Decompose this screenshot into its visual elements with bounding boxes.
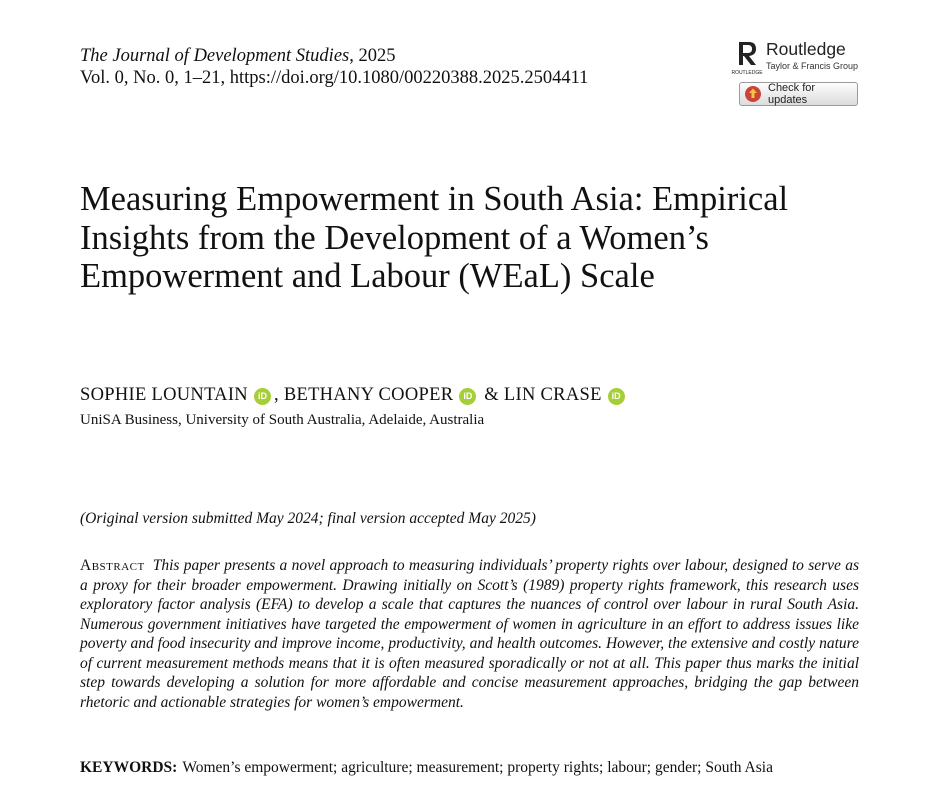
journal-name: The Journal of Development Studies (80, 46, 350, 66)
check-for-updates-label: Check for updates (768, 82, 816, 106)
publisher-logo[interactable] (731, 38, 866, 78)
submission-dates: (Original version submitted May 2024; final version accepted May 2025) (80, 510, 536, 527)
journal-citation[interactable]: Vol. 0, No. 0, 1–21, https://doi.org/10.1080/00220388.2025.2504411 (80, 68, 589, 88)
check-updates-icon (744, 85, 762, 103)
author-name[interactable]: BETHANY COOPER (283, 385, 454, 405)
author-list (80, 385, 628, 406)
orcid-icon[interactable]: iD (459, 388, 476, 405)
publisher-group: Taylor & Francis Group (766, 61, 859, 71)
publisher-name: Routledge (766, 39, 846, 59)
journal-header (80, 45, 588, 89)
author-name[interactable]: SOPHIE LOUNTAIN (80, 385, 248, 405)
keywords (80, 757, 840, 778)
check-for-updates-button[interactable] (739, 82, 858, 106)
abstract (80, 556, 859, 712)
svg-text:ROUTLEDGE: ROUTLEDGE (731, 70, 763, 76)
keywords-text: Women’s empowerment; agriculture; measurement; property rights; labour; gender; South Asia (182, 759, 773, 776)
orcid-icon[interactable]: iD (254, 388, 271, 405)
author-name[interactable]: LIN CRASE (503, 385, 602, 405)
author-separator: & (479, 385, 504, 405)
abstract-text: This paper presents a novel approach to measuring individuals’ property rights over labour, designed to serve as a proxy for their broader empowerment. Drawing initially on Scott’s (1989) property rights framework, this research uses exploratory factor analysis (EFA) to develop a scale that captures the nuances of control over labour in rural South Asia. Numerous government initiatives have targeted the empowerment of women in agriculture in an effort to address issues like poverty and food insecurity and improve income, productivity, and health outcomes. However, the extensive and costly nature of current measurement methods means that it is often measured sporadically or not at all. This paper thus marks the initial step towards developing a solution for more affordable and concise measurement approaches, bridging the gap between rhetoric and actionable strategies for women’s empowerment. (80, 557, 859, 711)
affiliation: UniSA Business, University of South Australia, Adelaide, Australia (80, 412, 485, 428)
journal-year: , 2025 (349, 46, 396, 66)
orcid-icon[interactable]: iD (608, 388, 625, 405)
journal-title-line (80, 45, 588, 67)
abstract-label: Abstract (80, 557, 145, 574)
keywords-label: KEYWORDS: (80, 759, 178, 776)
article-title: Measuring Empowerment in South Asia: Empirical Insights from the Development of a Women’s Empowerment and Labour (WEaL) Scale (80, 180, 789, 295)
author-separator: , (273, 385, 284, 405)
routledge-r-icon (731, 40, 763, 76)
